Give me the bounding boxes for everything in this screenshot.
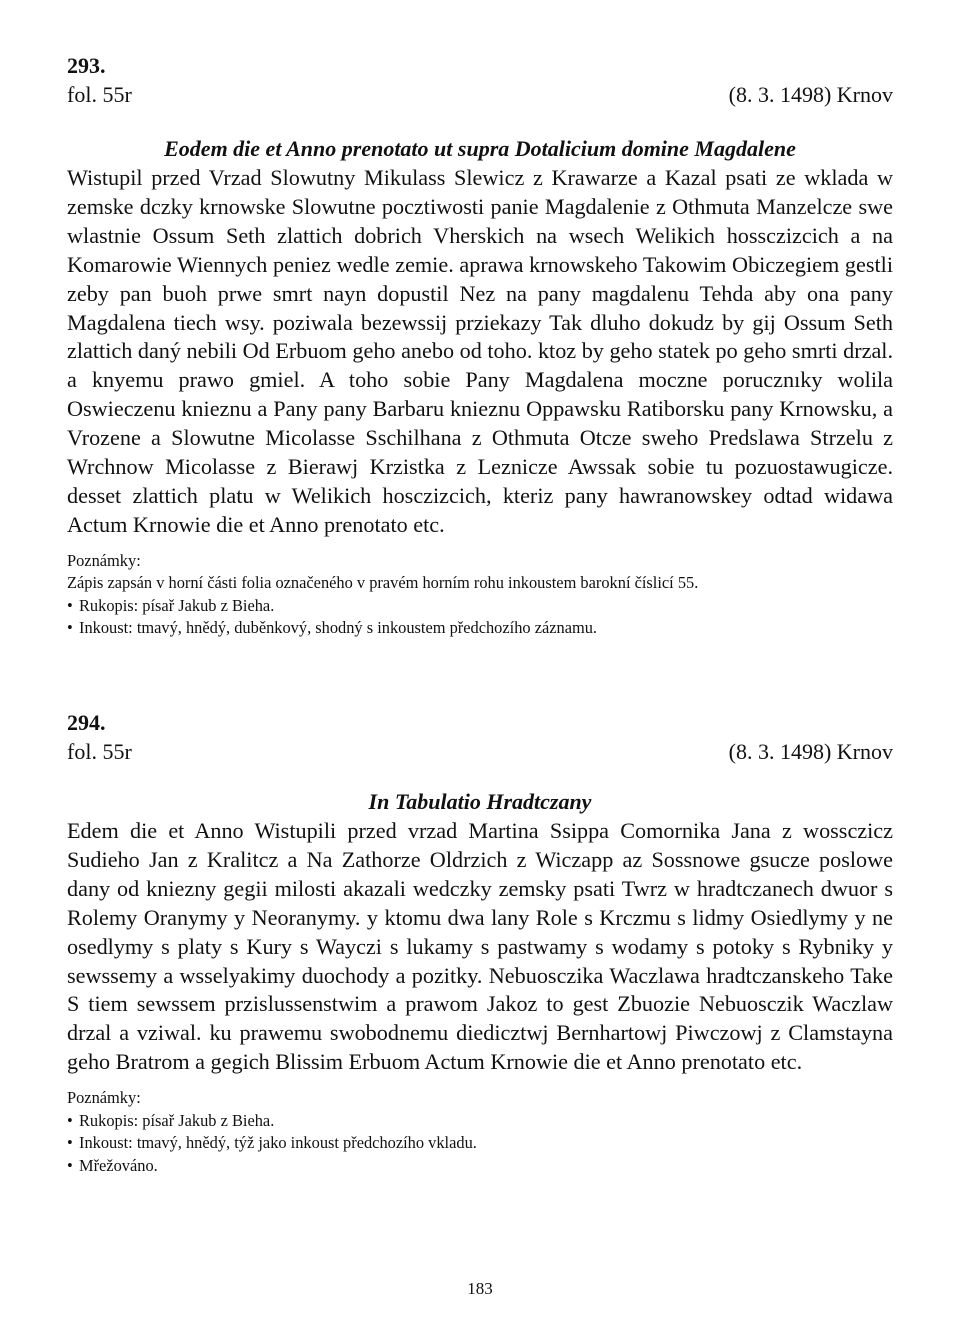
entry-title: In Tabulatio Hradtczany (368, 789, 592, 814)
note-text: Mřežováno. (79, 1155, 158, 1175)
entry-number: 294. (67, 710, 106, 735)
entry-title: Eodem die et Anno prenotato ut supra Dotalicium domine Magdalene (164, 136, 796, 161)
entry-meta (67, 80, 893, 110)
document-page (67, 52, 893, 1175)
entry-body: Wistupil przed Vrzad Slowutny Mikulass Slewicz z Krawarze a Kazal psati ze wklada w zemske dczky krnowske Slowutne pocztiwosti panie Magdalenie z Othmuta Manzelcze swe wlastnie Ossum Seth zlattich dobrich Vherskich na wsech Welikich hossczizcich a na Komarowie Wiennych peniez wedle zemie. aprawa krnowskeho Takowim Obiczegiem gestli zeby pan buoh prwe smrt nayn dopustil Nez na pany magdalenu Tehda aby ona pany Magdalena tiech wsy. poziwala bezewssij prziekazy Tak dluho dokudz by gij Ossum Seth zlattich daný nebili Od Erbuom geho anebo od toho. ktoz by geho statek po geho smrti drzal. a knyemu prawo gmiel. A toho sobie Pany Magdalena moczne porucznıky wolila Oswieczenu knieznu a Pany pany Barbaru knieznu Oppawsku Ratiborsku pany Krnowsku, a Vrozene a Slowutne Micolasse Sschilhana z Othmuta Otcze sweho Predslawa Strzelu z Wrchnow Micolasse z Bierawj Krzistka z Leznicze Awssak sobie tu pozuostawugicze. desset zlattich platu w Welikich hosczizcich, kteriz pany hawranowskey odtad widawa Actum Krnowie die et Anno prenotato etc. (67, 165, 893, 537)
note-text: Inkoust: tmavý, hnědý, duběnkový, shodný s inkoustem předchozího záznamu. (79, 618, 598, 638)
note-item: • Inkoust: tmavý, hnědý, týž jako inkoust předchozího vkladu. (67, 1133, 477, 1153)
entry-293 (67, 52, 893, 640)
entry-meta (67, 737, 893, 767)
notes-list (67, 1110, 893, 1178)
entry-294 (67, 709, 893, 1177)
notes-intro: Zápis zapsán v horní části folia označeného v pravém horním rohu inkoustem barokní číslicí 55. (67, 573, 699, 593)
page-number: 183 (467, 1279, 493, 1298)
notes-section (67, 550, 893, 640)
notes-label: Poznámky: (67, 1088, 141, 1108)
note-item: • Rukopis: písař Jakub z Bieha. (67, 1110, 275, 1130)
entry-number: 293. (67, 53, 106, 78)
note-item: • Rukopis: písař Jakub z Bieha. (67, 595, 275, 615)
note-text: Rukopis: písař Jakub z Bieha. (79, 595, 275, 615)
note-item: • Inkoust: tmavý, hnědý, duběnkový, shodný s inkoustem předchozího záznamu. (67, 618, 598, 638)
note-item: • Mřežováno. (67, 1155, 158, 1175)
date-place: (8. 3. 1498) Krnov (728, 739, 893, 764)
note-text: Inkoust: tmavý, hnědý, týž jako inkoust předchozího vkladu. (79, 1133, 477, 1153)
folio-reference: fol. 55r (67, 739, 132, 764)
date-place: (8. 3. 1498) Krnov (728, 82, 893, 107)
entry-body: Edem die et Anno Wistupili przed vrzad Martina Ssippa Comornika Jana z wossczicz Sudieho Jan z Kralitcz a Na Zathorze Oldrzich z Wiczapp az Sossnowe gsucze poslowe dany od kniezny gegii milosti akazali wedczky zemsky psati Twrz w hradtczanech dwuor s Rolemy Oranymy y Neoranymy. y ktomu dwa lany Role s Krczmu s lidmy Osiedlymy y ne osedlymy s platy s Kury s Wayczi s lukamy s pastwamy s wodamy s potoky s Rybniky y sewssemy a wsselyakimy duochody a pozitky. Nebuosczika Waczlawa hradtczanskeho Take S tiem sewssem przislussenstwim a prawom Jakoz to gest Zbuozie Nebuosczik Waczlaw drzal a vziwal. ku prawemu swobodnemu diedicztwj Bernhartowj Piwczowj z Clamstayna geho Bratrom a gegich Blissim Erbuom Actum Krnowie die et Anno prenotato etc. (67, 818, 893, 1075)
folio-reference: fol. 55r (67, 82, 132, 107)
notes-list (67, 595, 893, 640)
notes-section (67, 1087, 893, 1177)
note-text: Rukopis: písař Jakub z Bieha. (79, 1110, 275, 1130)
notes-label: Poznámky: (67, 550, 141, 570)
